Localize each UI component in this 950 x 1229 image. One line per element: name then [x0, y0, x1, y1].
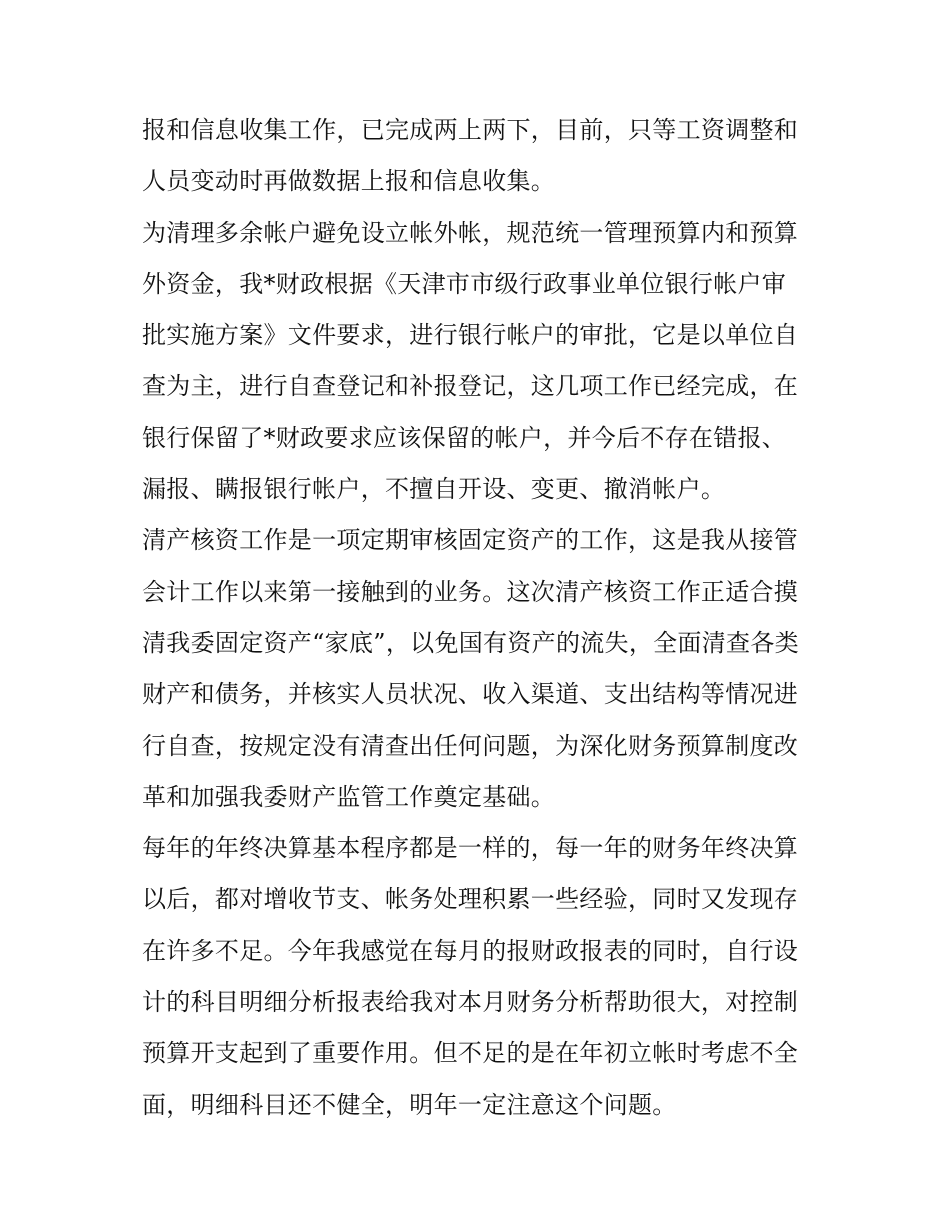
paragraph-1-line-2: 人员变动时再做数据上报和信息收集。 [142, 167, 556, 196]
paragraph-4-line-1: 每年的年终决算基本程序都是一样的，每一年的财务年终决算 [142, 834, 799, 863]
paragraph-2-line-5: 银行保留了*财政要求应该保留的帐户，并今后不存在错报、 [142, 423, 787, 452]
paragraph-4-line-5: 预算开支起到了重要作用。但不足的是在年初立帐时考虑不全 [142, 1039, 799, 1068]
document-body [142, 105, 814, 1131]
paragraph-2-line-1: 为清理多余帐户避免设立帐外帐，规范统一管理预算内和预算 [142, 218, 799, 247]
paragraph-3-line-1: 清产核资工作是一项定期审核固定资产的工作，这是我从接管 [142, 526, 799, 555]
paragraph-2-line-4: 查为主，进行自查登记和补报登记，这几项工作已经完成，在 [142, 372, 799, 401]
paragraph-3-line-6: 革和加强我委财产监管工作奠定基础。 [142, 782, 556, 811]
paragraph-3-line-5: 行自查，按规定没有清查出任何问题，为深化财务预算制度改 [142, 731, 799, 760]
paragraph-2-line-2: 外资金，我*财政根据《天津市市级行政事业单位银行帐户审 [142, 269, 787, 298]
paragraph-2-line-3: 批实施方案》文件要求，进行银行帐户的审批，它是以单位自 [142, 321, 799, 350]
paragraph-4-line-3: 在许多不足。今年我感觉在每月的报财政报表的同时，自行设 [142, 936, 799, 965]
paragraph-1-line-1: 报和信息收集工作，已完成两上两下，目前，只等工资调整和 [142, 116, 799, 144]
paragraph-2-line-6: 漏报、瞒报银行帐户，不擅自开设、变更、撤消帐户。 [142, 475, 726, 504]
paragraph-3-line-2: 会计工作以来第一接触到的业务。这次清产核资工作正适合摸 [142, 577, 799, 606]
paragraph-4-line-4: 计的科目明细分析报表给我对本月财务分析帮助很大，对控制 [142, 988, 799, 1017]
paragraph-4-line-6: 面，明细科目还不健全，明年一定注意这个问题。 [142, 1090, 677, 1119]
paragraph-4-line-2: 以后，都对增收节支、帐务处理积累一些经验，同时又发现存 [142, 885, 799, 914]
paragraph-3-line-3: 清我委固定资产“家底”，以免国有资产的流失，全面清查各类 [142, 628, 799, 657]
paragraph-3-line-4: 财产和债务，并核实人员状况、收入渠道、支出结构等情况进 [142, 680, 799, 709]
